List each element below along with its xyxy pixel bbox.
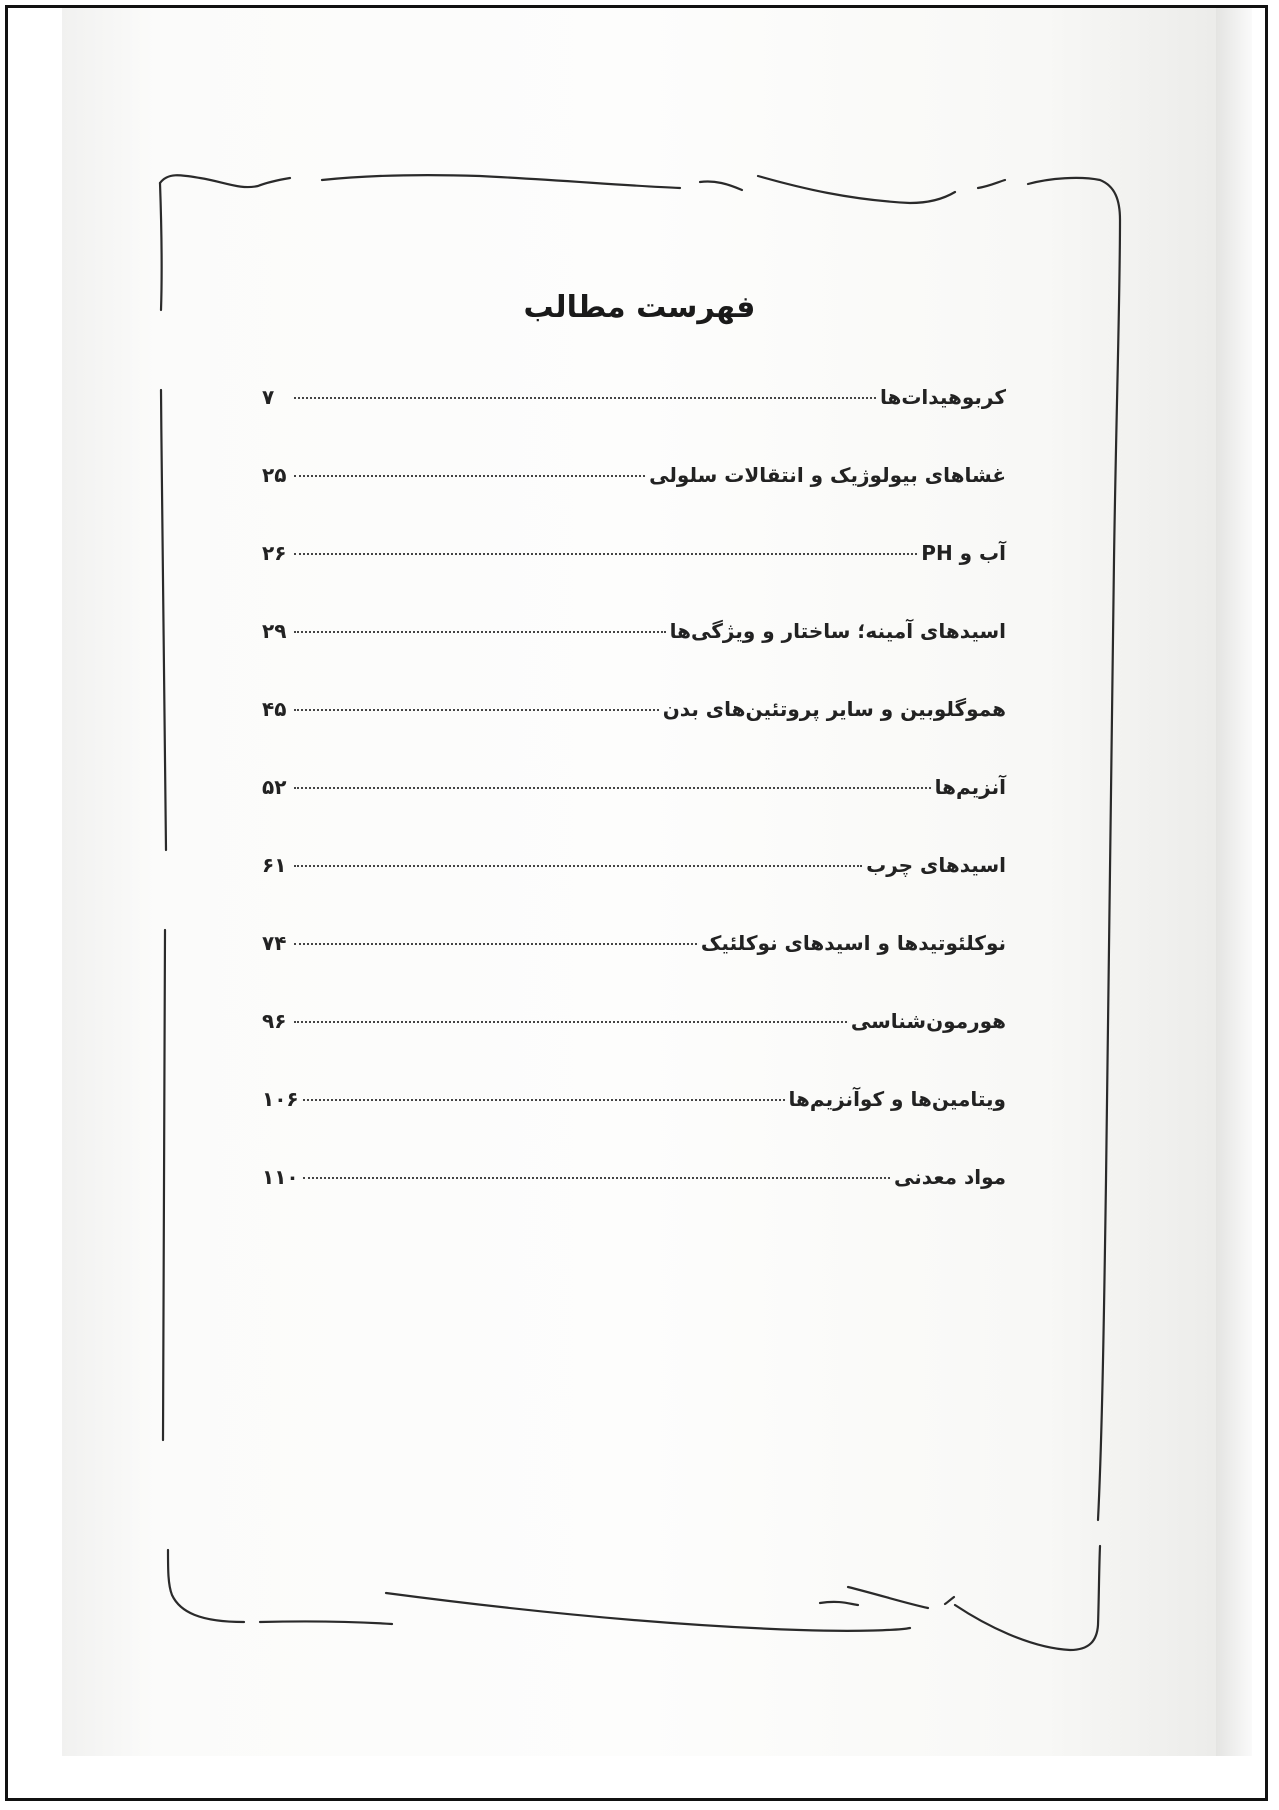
toc-entry — [262, 1009, 1006, 1087]
toc-entry-label: غشاهای بیولوژیک و انتقالات سلولی — [649, 463, 1006, 487]
toc-list — [262, 385, 1006, 1243]
toc-entry-label: هموگلوبین و سایر پروتئین‌های بدن — [662, 697, 1006, 721]
toc-entry-page: ۱۰۶ — [262, 1087, 299, 1111]
dot-leader — [294, 1021, 847, 1023]
toc-entry-label: اسیدهای چرب — [866, 853, 1006, 877]
dot-leader — [294, 475, 645, 477]
toc-entry-page: ۲۵ — [262, 463, 287, 487]
toc-entry-label: اسیدهای آمینه؛ ساختار و ویژگی‌ها — [669, 619, 1006, 643]
dot-leader — [303, 1099, 785, 1101]
toc-entry-label: هورمون‌شناسی — [850, 1009, 1006, 1033]
toc-entry-label: نوکلئوتیدها و اسیدهای نوکلئیک — [700, 931, 1006, 955]
dot-leader — [294, 709, 659, 711]
dot-leader — [294, 865, 862, 867]
toc-entry-page: ۶۱ — [262, 853, 287, 877]
toc-entry — [262, 931, 1006, 1009]
toc-entry-label: آب و PH — [921, 541, 1006, 565]
toc-entry-label: آنزیم‌ها — [934, 775, 1006, 799]
toc-entry-page: ۷ — [262, 385, 275, 409]
toc-entry — [262, 853, 1006, 931]
toc-entry — [262, 541, 1006, 619]
toc-entry-label: مواد معدنی — [894, 1165, 1006, 1189]
toc-entry-page: ۵۲ — [262, 775, 287, 799]
toc-entry — [262, 1087, 1006, 1165]
toc-entry — [262, 619, 1006, 697]
toc-entry — [262, 463, 1006, 541]
toc-entry-label: کربوهیدات‌ها — [879, 385, 1006, 409]
toc-entry-page: ۴۵ — [262, 697, 287, 721]
page-edge-shadow — [1216, 8, 1252, 1756]
toc-entry-page: ۲۶ — [262, 541, 287, 565]
dot-leader — [294, 787, 931, 789]
dot-leader — [294, 943, 697, 945]
toc-entry — [262, 1165, 1006, 1243]
toc-entry-page: ۷۴ — [262, 931, 287, 955]
dot-leader — [294, 397, 876, 399]
toc-entry — [262, 385, 1006, 463]
page-title: فهرست مطالب — [523, 290, 756, 325]
dot-leader — [303, 1177, 890, 1179]
dot-leader — [294, 631, 666, 633]
toc-entry-label: ویتامین‌ها و کوآنزیم‌ها — [788, 1087, 1006, 1111]
toc-entry-page: ۱۱۰ — [262, 1165, 299, 1189]
dot-leader — [294, 553, 917, 555]
toc-entry-page: ۲۹ — [262, 619, 287, 643]
toc-entry — [262, 775, 1006, 853]
toc-entry-page: ۹۶ — [262, 1009, 287, 1033]
toc-entry — [262, 697, 1006, 775]
